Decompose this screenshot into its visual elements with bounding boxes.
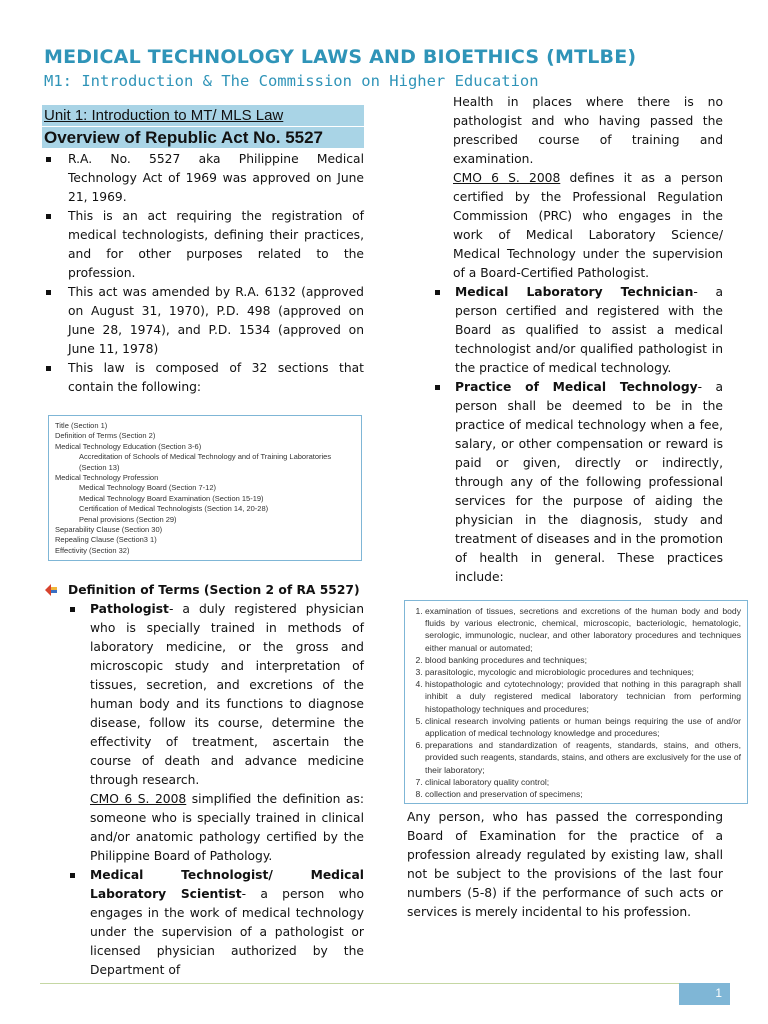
toc-item: Penal provisions (Section 29) bbox=[79, 514, 177, 524]
list-item: 1. examination of tissues, secretions and excretions of the human body and body fluids by various electronic, chemical, microscopic, bacteriologic, hematologic, serologic, immunologic, nuclear, and other laboratory procedures and techniques either manual or automated; bbox=[425, 605, 741, 654]
toc-item: Medical Technology Board (Section 7-12) bbox=[79, 483, 217, 493]
list-item: R.A. No. 5527 aka Philippine Medical Technology Act of 1969 was approved on June 21, 1969. bbox=[42, 150, 364, 207]
list-item: 3. parasitologic, mycologic and microbiologic procedures and techniques; bbox=[425, 666, 741, 678]
toc-item: Definition of Terms (Section 2) bbox=[55, 431, 156, 441]
list-item: 8. collection and preservation of specimens; bbox=[425, 788, 741, 800]
medtech-continued: Health in places where there is no pathologist and who having passed the prescribed course of training and examination. bbox=[453, 95, 723, 166]
list-item: 6. preparations and standardization of reagents, standards, stains, and others, provided such reagents, standards, stains, and others are exclusively for the use of their laboratory; bbox=[425, 739, 741, 776]
toc-item: Separability Clause (Section 30) bbox=[55, 525, 163, 535]
overview-heading: Overview of Republic Act No. 5527 bbox=[42, 127, 364, 148]
cmo-note: CMO 6 S. 2008 simplified the definition as: someone who is specially trained in clinical and/or anatomic pathology certified by the Philippine Board of Pathology. bbox=[90, 792, 365, 864]
arrow-bullet-icon bbox=[45, 584, 57, 596]
list-item: 4. histopathologic and cytotechnology; provided that nothing in this paragraph shall inhibit a duly registered medical laboratory technician from performing histopathology techniques and procedures; bbox=[425, 678, 741, 715]
toc-item: Certification of Medical Technologists (Section 14, 20-28) bbox=[79, 504, 269, 514]
toc-item: Repealing Clause (Section3 1) bbox=[55, 535, 157, 545]
toc-item: Title (Section 1) bbox=[55, 421, 108, 430]
document-title: MEDICAL TECHNOLOGY LAWS AND BIOETHICS (MTLBE) bbox=[44, 46, 637, 68]
overview-list bbox=[42, 150, 364, 397]
list-item: This is an act requiring the registration of medical technologists, defining their practices, and for other purposes related to the profession. bbox=[42, 207, 364, 283]
definition-heading: Definition of Terms (Section 2 of RA 5527) bbox=[42, 581, 364, 600]
list-item: This act was amended by R.A. 6132 (approved on August 31, 1970), P.D. 498 (approved on June 28, 1974), and P.D. 1534 (approved on June 11, 1978) bbox=[42, 283, 364, 359]
cmo-note: CMO 6 S. 2008 defines it as a person certified by the Professional Regulation Commission (PRC) who engages in the work of Medical Laboratory Science/ Medical Technology under the supervision of a Board-Certified Pathologist. bbox=[453, 171, 724, 280]
term-label: Medical Laboratory Technician bbox=[455, 285, 694, 299]
definitions-list bbox=[42, 600, 364, 980]
closing-paragraph: Any person, who has passed the corresponding Board of Examination for the practice of a profession already regulated by existing law, shall not be subject to the provisions of the last four numbers (5-8) if the performance of such acts or services is merely incidental to his profession. bbox=[407, 810, 723, 920]
toc-item: Accreditation of Schools of Medical Technology and of Training Laboratories (Section 13) bbox=[79, 452, 332, 472]
left-column bbox=[42, 105, 364, 980]
list-item: 5. clinical research involving patients or human beings requiring the use of and/or application of medical technology knowledge and procedures; bbox=[425, 715, 741, 739]
toc-item: Medical Technology Profession bbox=[55, 473, 159, 483]
document-subtitle: M1: Introduction & The Commission on Higher Education bbox=[44, 72, 539, 90]
list-item: Medical Technologist/ Medical Laboratory Scientist- a person who engages in the work of medical technology under the supervision of a pathologist or licensed physician authorized by the Department of bbox=[68, 866, 364, 980]
list-item: This law is composed of 32 sections that contain the following: bbox=[42, 359, 364, 397]
list-item: 7. clinical laboratory quality control; bbox=[425, 776, 741, 788]
term-label: Pathologist bbox=[90, 602, 169, 617]
sections-table-of-contents bbox=[48, 415, 362, 561]
page-number: 1 bbox=[679, 983, 730, 1005]
right-column bbox=[407, 93, 741, 922]
list-item: Medical Laboratory Technician- a person certified and registered with the Board as qualified to assist a medical technologist and/or qualified pathologist in the practice of medical technology. bbox=[433, 283, 723, 378]
term-label: Practice of Medical Technology bbox=[455, 380, 698, 394]
toc-item: Medical Technology Board Examination (Section 15-19) bbox=[79, 493, 264, 503]
list-item: 2. blood banking procedures and techniques; bbox=[425, 654, 741, 666]
practices-list bbox=[411, 605, 741, 800]
cmo-reference: CMO 6 S. 2008 bbox=[453, 171, 561, 185]
unit-heading: Unit 1: Introduction to MT/ MLS Law bbox=[42, 105, 364, 126]
cmo-reference: CMO 6 S. 2008 bbox=[90, 792, 187, 807]
list-item: Practice of Medical Technology- a person shall be deemed to be in the practice of medical technology when a fee, salary, or other compensation or reward is paid or given, directly or indirectly, through any of the following professional services for the purpose of aiding the physician in the diagnosis, study and treatment of diseases and in the promotion of health in general. These practices include: bbox=[433, 378, 723, 587]
toc-item: Effectivity (Section 32) bbox=[55, 545, 130, 555]
toc-item: Medical Technology Education (Section 3-6) bbox=[55, 441, 202, 451]
practices-list-box bbox=[404, 600, 748, 804]
definitions-list-continued bbox=[407, 283, 723, 587]
term-label: Medical Technologist/ Medical Laboratory Scientist bbox=[90, 868, 364, 902]
footer-divider bbox=[40, 983, 730, 984]
list-item: Pathologist- a duly registered physician who is specially trained in methods of laboratory medicine, or the gross and microscopic study and interpretation of tissues, secretion, and excretions of the human body and its functions to diagnose disease, follow its course, determine the effectivity of treatment, ascertain the course of death and advance medicine through research. CMO 6 S. 2008 simplified the definition as: someone who is specially trained in clinical and/or anatomic pathology certified by the Philippine Board of Pathology. bbox=[68, 600, 364, 866]
